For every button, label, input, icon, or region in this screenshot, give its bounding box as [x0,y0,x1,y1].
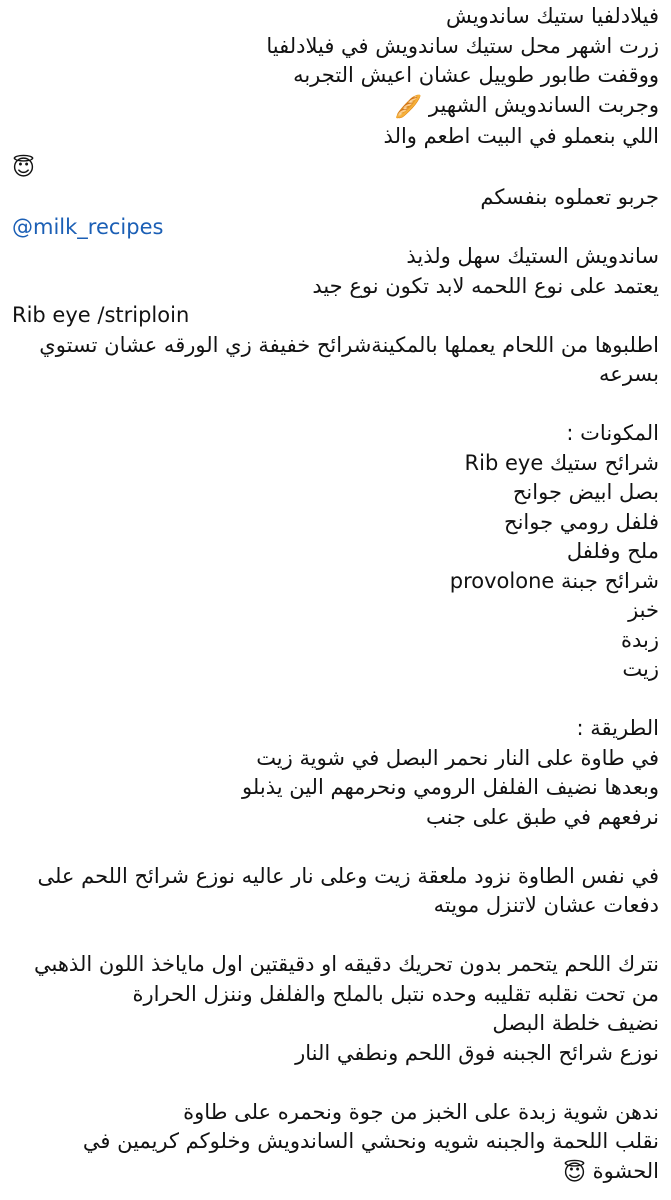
blank-line [12,832,659,862]
mention-link[interactable]: @milk_recipes [12,214,164,239]
blank-line [12,921,659,951]
method-step: وبعدها نضيف الفلفل الرومي ونحرمهم الين يذبلو [242,775,659,799]
ingredient-item: شرائح جبنة provolone [449,568,659,593]
smiling-halo-emoji-icon: 😇 [12,155,35,181]
text-line: ووقفت طابور طوييل عشان اعيش التجربه [293,63,659,87]
text-line: زرت اشهر محل ستيك ساندويش في فيلادلفيا [266,33,659,58]
method-step: نوزع شرائح الجبنه فوق اللحم ونطفي النار [295,1040,659,1065]
text-line: يعتمد على نوع اللحمه لابد تكون نوع جيد [312,273,659,298]
method-step: نضيف خلطة البصل [492,1011,659,1035]
ingredient-item: زبدة [620,627,659,652]
smiling-halo-emoji-icon: 😇 [563,1160,586,1186]
method-step [12,1127,659,1188]
ingredient-item: ملح وفلفل [566,539,659,563]
text-line: اللي بنعملو في البيت اطعم والذ [383,124,659,148]
ingredient-item: زيت [622,657,659,681]
method-step: نترك اللحم يتحمر بدون تحريك دقيقه او دقيقتين اول مايا‌خذ اللون الذهبي من تحت نقلبه تقليبه وحده نتبل بالملح والفلفل وننزل الحرارة [34,952,659,1006]
method-step: في نفس الطاوة نزود ملعقة زيت وعلى نار عاليه نوزع شرائح اللحم على دفعات عشان لاتنزل مويته [37,863,659,917]
baguette-emoji-icon: 🥖 [394,94,423,120]
blank-line [12,685,659,715]
text-line: ساندويش الستيك سهل ولذيذ [406,244,659,268]
method-step: نرفعهم في طبق على جنب [426,804,659,829]
ingredient-item: خبز [628,598,659,622]
emoji-line [12,152,659,184]
text-fragment: نقلب اللحمة والجبنه شويه ونحشي الساندويش وخلوكم كريمين في الحشوة [82,1129,659,1183]
recipe-title-line: فيلادلفيا ستيك ساندويش [446,4,659,28]
ingredient-item: فلفل رومي جوانح [504,509,659,534]
text-line: جربو تعملوه بنفسكم [480,185,659,209]
ingredient-item: شرائح ستيك Rib eye [464,450,659,475]
text-line [12,91,659,123]
text-line: اطلبوها من اللحام يعملها بالمكينةشرائح خفيفة زي الورقه عشان تستوي بسرعه [39,332,659,386]
blank-line [12,390,659,420]
ingredient-item: بصل ابيض جوانح [512,480,659,504]
method-step: ندهن شوية زبدة على الخبز من جوة ونحمره على طاوة [183,1099,659,1124]
method-heading: الطريقة : [576,716,659,740]
blank-line [12,1068,659,1098]
text-line: Rib eye /striploin [12,303,190,327]
text-fragment: وجربت الساندويش الشهير [428,92,659,117]
method-step: في طاوة على النار نحمر البصل في شوية زيت [256,745,659,770]
ingredients-heading: المكونات : [566,421,659,445]
